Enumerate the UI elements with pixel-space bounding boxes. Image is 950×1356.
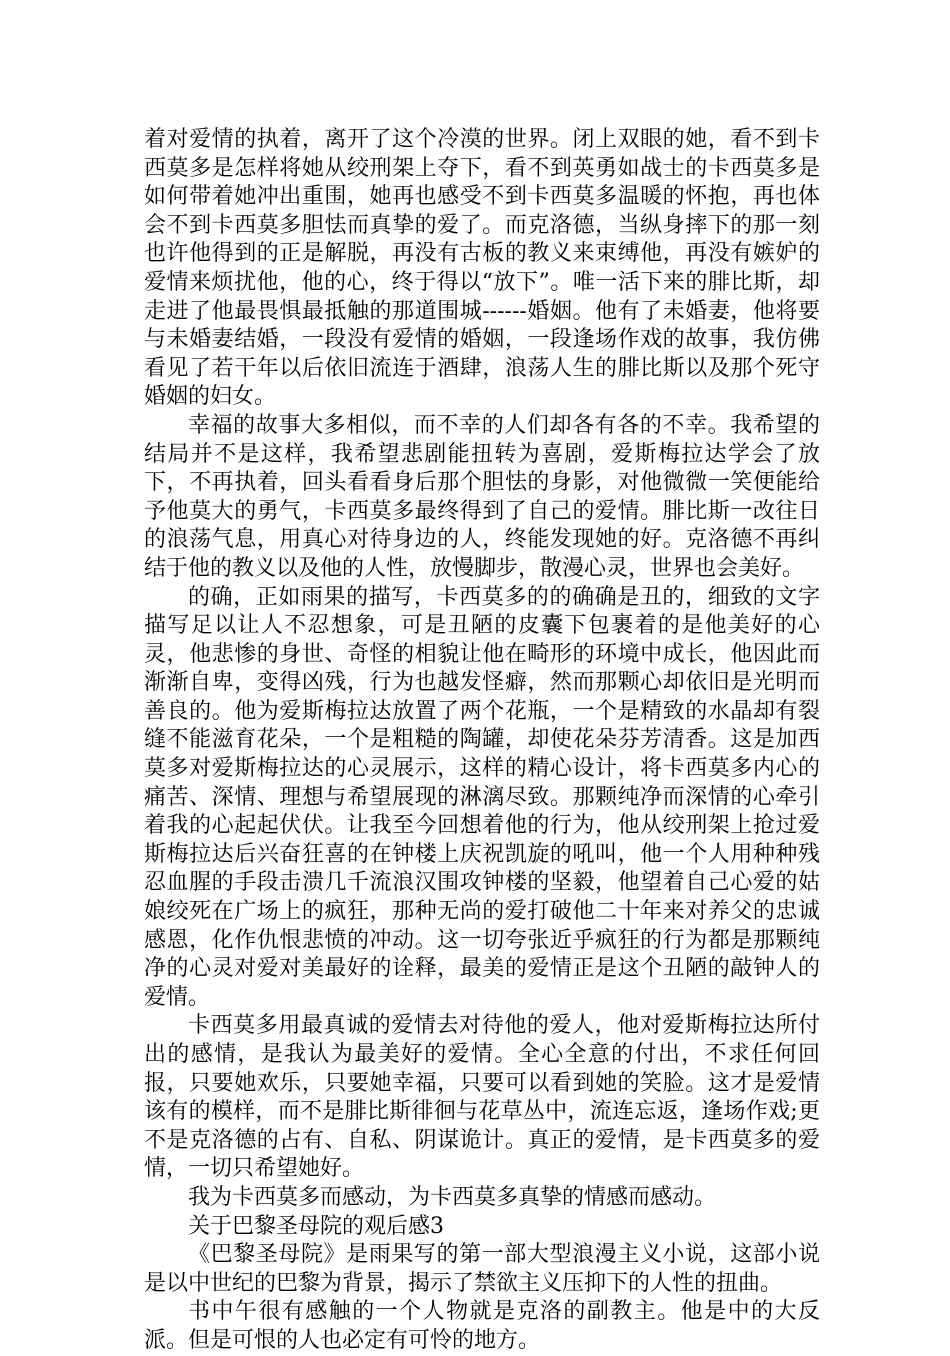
document-body	[144, 126, 820, 1356]
paragraph-3: 的确，正如雨果的描写，卡西莫多的的确确是丑的，细致的文字描写足以让人不忍想象，可是丑陋的皮囊下包裹着的是他美好的心灵，他悲惨的身世、奇怪的相貌让他在畸形的环境中成长，他因此而渐渐自卑，变得凶残，行为也越发怪癖，然而那颗心却依旧是光明而善良的。他为爱斯梅拉达放置了两个花瓶，一个是精致的水晶却有裂缝不能滋育花朵，一个是粗糙的陶罐，却使花朵芬芳清香。这是加西莫多对爱斯梅拉达的心灵展示，这样的精心设计，将卡西莫多内心的痛苦、深情、理想与希望展现的淋漓尽致。那颗纯净而深情的心牵引着我的心起起伏伏。让我至今回想着他的行为，他从绞刑架上抢过爱斯梅拉达后兴奋狂喜的在钟楼上庆祝凯旋的吼叫，他一个人用种种残忍血腥的手段击溃几千流浪汉围攻钟楼的坚毅，他望着自己心爱的姑娘绞死在广场上的疯狂，那种无尚的爱打破他二十年来对养父的忠诚感恩，化作仇恨悲愤的冲动。这一切夸张近乎疯狂的行为都是那颗纯净的心灵对爱对美最好的诠释，最美的爱情正是这个丑陋的敲钟人的爱情。	[144, 584, 820, 1010]
paragraph-5: 我为卡西莫多而感动，为卡西莫多真挚的情感而感动。	[188, 1184, 717, 1210]
paragraph-1: 着对爱情的执着，离开了这个冷漠的世界。闭上双眼的她，看不到卡西莫多是怎样将她从绞刑架上夺下，看不到英勇如战士的卡西莫多是如何带着她冲出重围，她再也感受不到卡西莫多温暖的怀抱，再也体会不到卡西莫多胆怯而真挚的爱了。而克洛德，当纵身摔下的那一刻也许他得到的正是解脱，再没有古板的教义来束缚他，再没有嫉妒的爱情来烦扰他，他的心，终于得以“放下”。唯一活下来的腓比斯，却走进了他最畏惧最抵触的那道围城------婚姻。他有了未婚妻，他将要与未婚妻结婚，一段没有爱情的婚姻，一段逢场作戏的故事，我仿佛看见了若干年以后依旧流连于酒肆，浪荡人生的腓比斯以及那个死守婚姻的妇女。	[144, 127, 820, 410]
section-heading: 关于巴黎圣母院的观后感3	[188, 1213, 444, 1239]
paragraph-4: 卡西莫多用最真诚的爱情去对待他的爱人，他对爱斯梅拉达所付出的感情，是我认为最美好的爱情。全心全意的付出，不求任何回报，只要她欢乐，只要她幸福，只要可以看到她的笑脸。这才是爱情该有的模样，而不是腓比斯徘徊与花草丛中，流连忘返，逢场作戏;更不是克洛德的占有、自私、阴谋诡计。真正的爱情，是卡西莫多的爱情，一切只希望她好。	[144, 1013, 820, 1182]
paragraph-2: 幸福的故事大多相似，而不幸的人们却各有各的不幸。我希望的结局并不是这样，我希望悲剧能扭转为喜剧，爱斯梅拉达学会了放下，不再执着，回头看看身后那个胆怯的身影，对他微微一笑便能给予他莫大的勇气，卡西莫多最终得到了自己的爱情。腓比斯一改往日的浪荡气息，用真心对待身边的人，终能发现她的好。克洛德不再纠结于他的教义以及他的人性，放慢脚步，散漫心灵，世界也会美好。	[144, 412, 820, 581]
paragraph-7: 书中午很有感触的一个人物就是克洛的副教主。他是中的大反派。但是可恨的人也必定有可怜的地方。	[144, 1299, 820, 1353]
paragraph-6: 《巴黎圣母院》是雨果写的第一部大型浪漫主义小说，这部小说是以中世纪的巴黎为背景，揭示了禁欲主义压抑下的人性的扭曲。	[144, 1242, 820, 1296]
